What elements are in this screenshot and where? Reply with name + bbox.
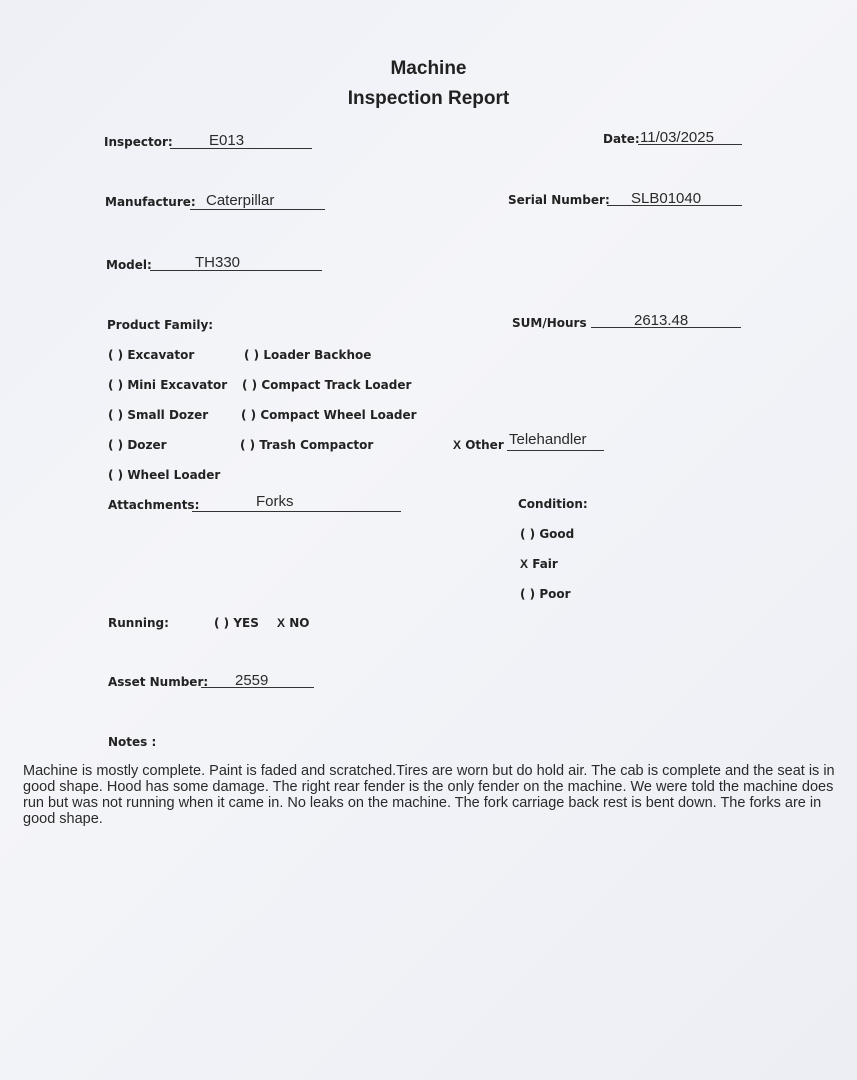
- report-title-line2: Inspection Report: [347, 88, 510, 109]
- attachments-value[interactable]: Forks: [256, 493, 294, 510]
- model-label: Model:: [106, 258, 152, 272]
- condition-fair[interactable]: [520, 557, 558, 571]
- date-label: Date:: [603, 132, 640, 146]
- option-dozer[interactable]: ( ) Dozer: [108, 438, 167, 452]
- option-excavator[interactable]: ( ) Excavator: [108, 348, 195, 362]
- report-title-line1: Machine: [390, 58, 467, 79]
- fair-check-mark: X: [520, 557, 529, 571]
- option-trash-compactor[interactable]: ( ) Trash Compactor: [240, 438, 374, 452]
- product-family-label: Product Family:: [107, 318, 214, 332]
- no-check-mark: X: [277, 616, 286, 630]
- attachments-label: Attachments:: [108, 498, 200, 512]
- option-mini-excavator[interactable]: ( ) Mini Excavator: [108, 378, 228, 392]
- attachments-underline: [192, 511, 401, 512]
- inspector-value[interactable]: E013: [209, 132, 245, 149]
- fair-label: Fair: [532, 557, 558, 571]
- serial-number-label: Serial Number:: [508, 193, 610, 207]
- serial-number-value[interactable]: SLB01040: [631, 190, 702, 207]
- manufacture-underline: [190, 209, 325, 210]
- running-label: Running:: [108, 616, 169, 630]
- option-loader-backhoe[interactable]: ( ) Loader Backhoe: [244, 348, 372, 362]
- other-label: Other: [465, 438, 504, 452]
- option-small-dozer[interactable]: ( ) Small Dozer: [108, 408, 209, 422]
- sum-hours-label: SUM/Hours: [512, 316, 587, 330]
- manufacture-value[interactable]: Caterpillar: [206, 192, 275, 209]
- asset-number-value[interactable]: 2559: [235, 672, 269, 689]
- condition-label: Condition:: [518, 497, 588, 511]
- notes-label: Notes :: [108, 735, 157, 749]
- option-other[interactable]: [453, 438, 504, 452]
- notes-text[interactable]: Machine is mostly complete. Paint is faded and scratched.Tires are worn but do hold air. The cab is complete and the seat is in good shape. Hood has some damage. The right rear fender is the only fender on the machine. We were told the machine does run but was not running when it came in. No leaks on the machine. The fork carriage back rest is bent down. The forks are in good shape.: [23, 763, 835, 827]
- asset-number-label: Asset Number:: [108, 675, 209, 689]
- inspector-label: Inspector:: [104, 135, 173, 149]
- no-label: NO: [289, 616, 310, 630]
- option-wheel-loader[interactable]: ( ) Wheel Loader: [108, 468, 221, 482]
- condition-good[interactable]: ( ) Good: [520, 527, 575, 541]
- condition-poor[interactable]: ( ) Poor: [520, 587, 571, 601]
- option-compact-track-loader[interactable]: ( ) Compact Track Loader: [242, 378, 412, 392]
- date-value[interactable]: 11/03/2025: [640, 129, 714, 146]
- running-yes[interactable]: ( ) YES: [214, 616, 259, 630]
- model-value[interactable]: TH330: [195, 254, 241, 271]
- other-underline: [507, 450, 604, 451]
- manufacture-label: Manufacture:: [105, 195, 196, 209]
- option-compact-wheel-loader[interactable]: ( ) Compact Wheel Loader: [241, 408, 417, 422]
- other-check-mark: X: [453, 438, 462, 452]
- sum-hours-value[interactable]: 2613.48: [634, 312, 689, 329]
- running-no[interactable]: [277, 616, 309, 630]
- other-value[interactable]: Telehandler: [509, 431, 587, 448]
